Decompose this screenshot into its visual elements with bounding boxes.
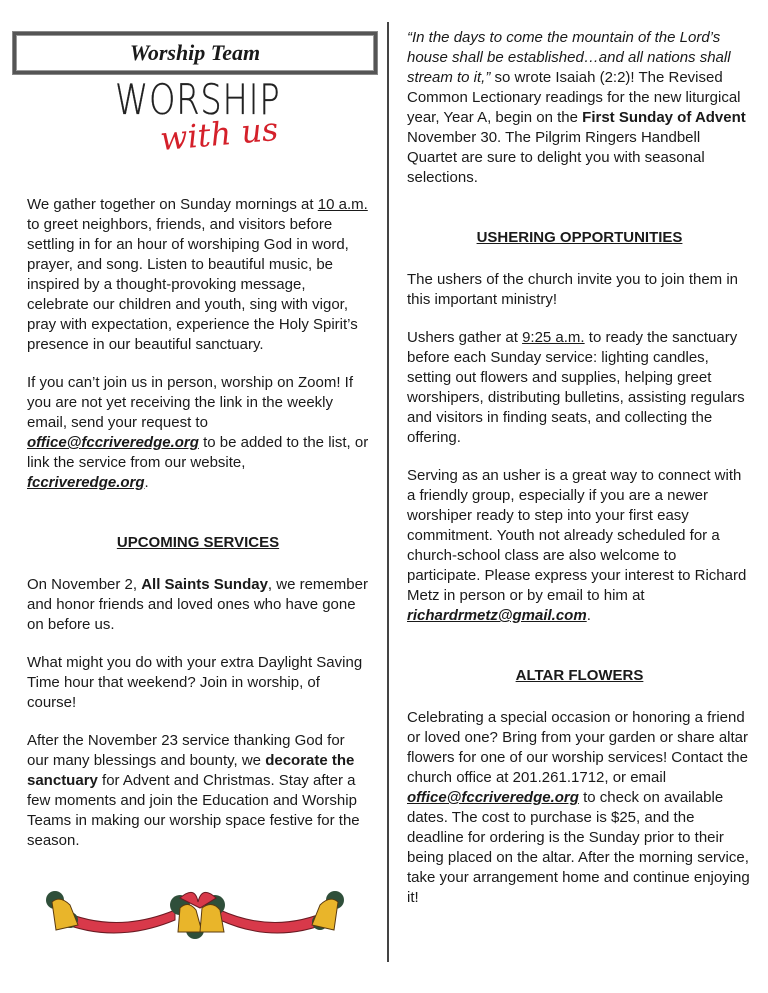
paragraph bbox=[27, 373, 369, 493]
logo-line-2: with us bbox=[158, 109, 280, 159]
text-segment: First Sunday of Advent bbox=[582, 109, 746, 126]
text-segment: Ushers gather at bbox=[407, 329, 523, 346]
text-segment: The ushers of the church invite you to join them in this important ministry! bbox=[407, 271, 739, 308]
worship-with-us-logo bbox=[110, 75, 290, 170]
paragraph bbox=[407, 708, 752, 908]
paragraph bbox=[407, 466, 752, 626]
section-title-box bbox=[13, 32, 377, 74]
text-segment: 9:25 a.m. bbox=[522, 329, 585, 346]
text-segment: After the November 23 service thanking God for our many blessings and bounty, we bbox=[27, 732, 345, 769]
text-segment: to greet neighbors, friends, and visitors before settling in for an hour of worshiping God in word, prayer, and song. Listen to beautiful music, be inspired by a thought-provoking message, celebrate our children and youth, sing with vigor, pray with expectation, experience the Holy Spirit’s presence in our beautiful sanctuary. bbox=[27, 216, 358, 353]
text-segment: Celebrating a special occasion or honoring a friend or loved one? Bring from your garden or share altar flowers for one of our worship services! Contact the church office at 201.261.1712, or email bbox=[407, 709, 749, 786]
left-column bbox=[27, 195, 369, 869]
section-heading: ALTAR FLOWERS bbox=[515, 667, 644, 684]
christmas-bells-garland-illustration bbox=[30, 880, 360, 950]
paragraph bbox=[27, 731, 369, 851]
text-segment: so wrote Isaiah (2:2)! The Revised Common Lectionary readings for the new liturgical year, Year A, begin on the bbox=[407, 69, 741, 126]
logo-line-1: WORSHIP bbox=[115, 75, 281, 124]
text-segment: On November 2, bbox=[27, 576, 142, 593]
paragraph bbox=[407, 328, 752, 448]
text-segment: to check on available dates. The cost to purchase is $25, and the deadline for ordering is the Sunday prior to their being placed on the altar. After the morning service, take your arrangement home and continue enjoying it! bbox=[407, 789, 750, 906]
text-segment: for Advent and Christmas. Stay after a few moments and join the Education and Worship Teams in making our worship space festive for the season. bbox=[27, 772, 360, 849]
email-or-web-link[interactable]: fccriveredge.org bbox=[27, 474, 145, 491]
text-segment: to be added to the list, or link the service from our website, bbox=[27, 434, 369, 471]
text-segment: “In the days to come the mountain of the Lord’s house shall be established…and all nations shall stream to it,” bbox=[407, 29, 731, 86]
paragraph bbox=[27, 653, 369, 713]
text-segment: Serving as an usher is a great way to connect with a friendly group, especially if you are a newer worshiper ready to step into your first easy commitment. Youth not already scheduled for a church-school class are also welcome to participate. Please express your interest to Richard Metz in person or by email to him at bbox=[407, 467, 747, 604]
section-heading: USHERING OPPORTUNITIES bbox=[476, 229, 683, 246]
section-heading: UPCOMING SERVICES bbox=[116, 534, 280, 551]
paragraph bbox=[407, 270, 752, 310]
text-segment: 10 a.m. bbox=[317, 196, 368, 213]
email-or-web-link[interactable]: office@fccriveredge.org bbox=[407, 789, 579, 806]
text-segment: to ready the sanctuary before each Sunday service: lighting candles, setting out flowers and supplies, helping greet worshipers, distributing bulletins, assisting regulars and visitors in finding seats, and collecting the offering. bbox=[407, 329, 745, 446]
text-segment: What might you do with your extra Daylight Saving Time hour that weekend? Join in worship, of course! bbox=[27, 654, 363, 711]
text-segment: All Saints Sunday bbox=[141, 576, 268, 593]
email-or-web-link[interactable]: richardrmetz@gmail.com bbox=[407, 607, 587, 624]
text-segment: . bbox=[144, 474, 149, 491]
right-column bbox=[407, 28, 752, 926]
text-segment: We gather together on Sunday mornings at bbox=[27, 196, 318, 213]
email-or-web-link[interactable]: office@fccriveredge.org bbox=[27, 434, 199, 451]
text-segment: . bbox=[586, 607, 591, 624]
text-segment: , we remember and honor friends and loved ones who have gone on before us. bbox=[27, 576, 368, 633]
column-divider bbox=[387, 22, 389, 962]
paragraph bbox=[27, 195, 369, 355]
text-segment: November 30. The Pilgrim Ringers Handbell Quartet are sure to delight you with seasonal selections. bbox=[407, 129, 705, 186]
text-segment: decorate the sanctuary bbox=[27, 752, 355, 789]
paragraph bbox=[407, 28, 752, 188]
paragraph bbox=[27, 575, 369, 635]
text-segment: If you can’t join us in person, worship on Zoom! If you are not yet receiving the link in the weekly email, send your request to bbox=[27, 374, 353, 431]
section-title: Worship Team bbox=[129, 40, 261, 65]
